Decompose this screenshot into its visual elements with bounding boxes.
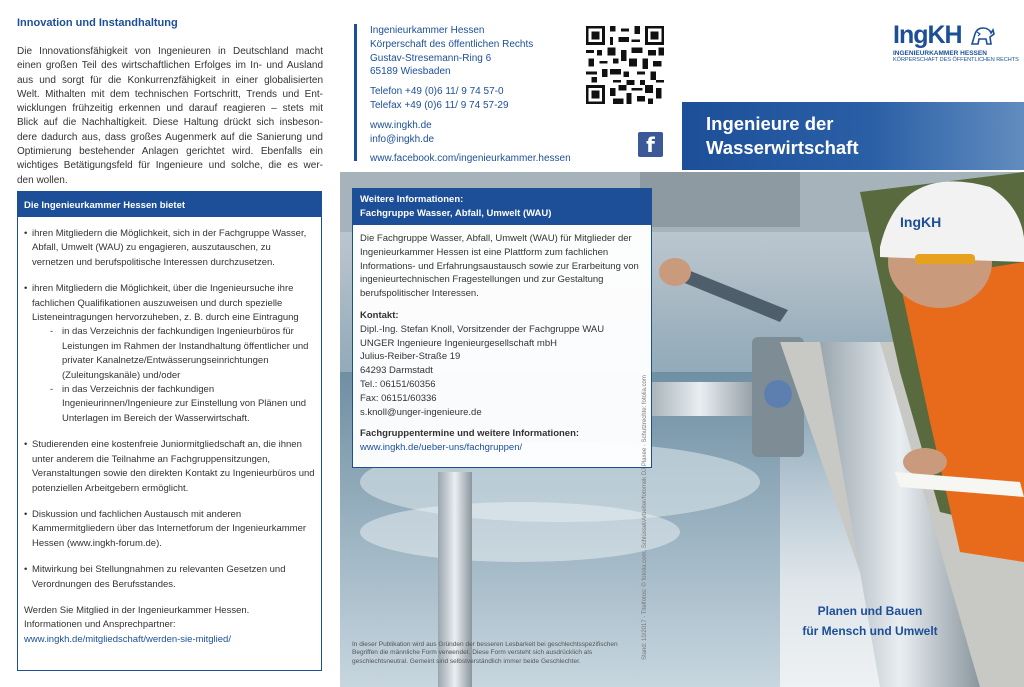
offer-subitem: - in das Verzeichnis der fachkundigen Ingenieurbüros für Leistungen im Rahmen der Instandhaltung öffentlicher und privater Kanalnetze/Entwässerungseinrichtungen (Zuleitungskanäle) und/oder — [24, 325, 315, 383]
intro-line: aus und sorgt für die Konkurrenzfähigkeit in einer globalisierten — [17, 74, 323, 86]
tagline — [770, 601, 970, 641]
offer-subitem: - in das Verzeichnis der fachkundigen Ingenieurinnen/Ingenieure zur Einstellung von Plänen und Unterlagen im Bereich der Wasserwirtschaft. — [24, 383, 315, 426]
intro-line: wicklungen frühzeitig erkennen und darauf reagieren – stets mit — [17, 103, 323, 115]
qr-code[interactable] — [586, 26, 664, 104]
gender-disclaimer: In dieser Publikation wird aus Gründen der besseren Lesbarkeit bei geschlechtsspezifischen Begriffen die männliche Form verwendet. Diese Form versteht sich ausdrücklich als geschlechtsneutral. Gemeint sind selbstverständlich immer beide Geschlechter. — [352, 641, 618, 665]
info-title: Weitere Informationen: — [360, 194, 464, 205]
logo-subline: KÖRPERSCHAFT DES ÖFFENTLICHEN RECHTS — [893, 57, 1019, 63]
title-line-2: Wasserwirtschaft — [706, 137, 859, 158]
photo-credit: Stand: 10/2017 · Titelfotos: © fotolia.com, Schlüssel/Arbeiter/fotomek DJ Plaxee · Schutzrechte: fotolia.com — [642, 375, 648, 660]
website-link[interactable]: www.ingkh.de — [370, 119, 432, 131]
logo-name: INGENIEURKAMMER HESSEN — [893, 50, 987, 57]
street: Gustav-Stresemann-Ring 6 — [370, 52, 492, 64]
intro-line: dere dadurch aus, dass großes Augenmerk auf die Sanierung und — [17, 131, 323, 143]
brochure-title — [706, 112, 859, 160]
address-accent-bar — [354, 24, 357, 161]
contact-street: Julius-Reiber-Straße 19 — [360, 351, 461, 363]
lion-icon — [969, 24, 995, 48]
offer-box — [17, 191, 322, 671]
worker-hand — [903, 448, 947, 476]
title-banner — [682, 102, 1024, 170]
safety-glasses — [915, 254, 975, 264]
offer-item: • Mitwirkung bei Stellungnahmen zu relevanten Gesetzen und Verordnungen des Berufsstandes. — [24, 563, 315, 592]
section-heading: Innovation und Instandhaltung — [17, 17, 178, 29]
info-box-body — [353, 225, 651, 462]
offer-box-title: Die Ingenieurkammer Hessen bietet — [18, 192, 321, 217]
helmet-logo: IngKH — [900, 214, 942, 230]
intro-line: Die Innovationsfähigkeit von Ingenieuren in Deutschland macht — [17, 46, 323, 57]
contact-area — [340, 0, 682, 172]
intro-paragraph — [17, 45, 323, 188]
contact-email[interactable]: s.knoll@unger-ingenieure.de — [360, 406, 482, 418]
title-line-1: Ingenieure der — [706, 113, 834, 134]
email-link[interactable]: info@ingkh.de — [370, 133, 435, 145]
intro-line: Blick auf die Nachhaltigkeit. Diese Haltung drückt sich insbeson- — [17, 117, 323, 129]
intro-line: Optimierung bestehender Anlagen gerichtet wird. Ebenfalls ein — [17, 146, 323, 158]
tagline-line-1: Planen und Bauen — [817, 604, 923, 618]
contact-city: 64293 Darmstadt — [360, 365, 433, 377]
intro-line: wichtiges Betätigungsfeld für Ingenieure und solche, die es wer- — [17, 160, 323, 172]
offer-item: • Studierenden eine kostenfreie Juniormitgliedschaft an, die ihnen unter anderem die Teilnahme an Fachgruppensitzungen, Veranstaltungen sowie den direkten Kontakt zu Ingenieurbüros und potenziellen Arbeitgebern ermöglicht. — [24, 438, 315, 496]
intro-line: Welt. Mithalten mit dem technischen Fortschritt, Trends und Ent- — [17, 88, 323, 100]
offer-item: • Diskussion und fachlichen Austausch mit anderen Kammermitgliedern über das Internetforum der Ingenieurkammer Hessen (www.ingkh-forum.de). — [24, 508, 315, 551]
facebook-link[interactable]: www.facebook.com/ingenieurkammer.hessen — [370, 153, 571, 165]
info-box-header — [353, 189, 651, 225]
city: 65189 Wiesbaden — [370, 66, 451, 78]
contact-person: Dipl.-Ing. Stefan Knoll, Vorsitzender der Fachgruppe WAU — [360, 323, 605, 335]
intro-line: einen großen Teil des wirtschaftlichen Erfolges im In- und Ausland — [17, 60, 323, 72]
org-type: Körperschaft des öffentlichen Rechts — [370, 38, 534, 50]
address-block — [370, 24, 571, 166]
phone: Telefon +49 (0)6 11/ 9 74 57-0 — [370, 86, 504, 98]
org-name: Ingenieurkammer Hessen — [370, 25, 485, 36]
ingkh-logo — [893, 21, 1019, 72]
info-text: Die Fachgruppe Wasser, Abfall, Umwelt (WAU) für Mitglieder der Ingenieurkammer Hessen ist eine Plattform zum fachlichen Informations- und Erfahrungsaustausch sowie zur Erarbeitung von ingenieurtechnischen Fragestellungen und zur Gestaltung berufspolitischer Interessen. — [360, 233, 639, 300]
dates-label: Fachgruppentermine und weitere Informationen: — [360, 428, 580, 440]
contact-fax: Fax: 06151/60336 — [360, 392, 437, 404]
offer-item: • ihren Mitgliedern die Möglichkeit, sich in der Fachgruppe Wasser, Abfall, Umwelt (WAU) zu engagieren, auszutauschen, zu vernetzen und berufspolitische Interessen durchzusetzen. — [24, 227, 315, 270]
offer-item: • ihren Mitgliedern die Möglichkeit, über die Ingenieursuche ihre fachlichen Qualifikationen auszuweisen und durch spezielle Listeneintragungen hervorzuheben, z. B. durch eine Eintragung — [24, 282, 315, 325]
offer-box-body — [18, 217, 321, 647]
contact-company: UNGER Ingenieure Ingenieurgesellschaft mbH — [360, 337, 557, 349]
left-panel — [0, 0, 340, 687]
membership-contact-label: Informationen und Ansprechpartner: — [24, 619, 176, 631]
valve-body — [764, 380, 792, 408]
intro-line: den wollen. — [17, 174, 68, 186]
contact-label: Kontakt: — [360, 309, 399, 321]
contact-phone: Tel.: 06151/60356 — [360, 378, 436, 390]
facebook-icon[interactable]: f — [638, 132, 663, 157]
logo-wordmark: IngKH — [893, 21, 962, 49]
info-subtitle: Fachgruppe Wasser, Abfall, Umwelt (WAU) — [360, 207, 552, 219]
dates-link[interactable]: www.ingkh.de/ueber-uns/fachgruppen/ — [360, 442, 523, 454]
tagline-line-2: für Mensch und Umwelt — [802, 624, 938, 638]
info-box — [352, 188, 652, 468]
fax: Telefax +49 (0)6 11/ 9 74 57-29 — [370, 99, 509, 111]
membership-link[interactable]: www.ingkh.de/mitgliedschaft/werden-sie-mitglied/ — [24, 633, 231, 645]
membership-call: Werden Sie Mitglied in der Ingenieurkammer Hessen. — [24, 604, 250, 616]
